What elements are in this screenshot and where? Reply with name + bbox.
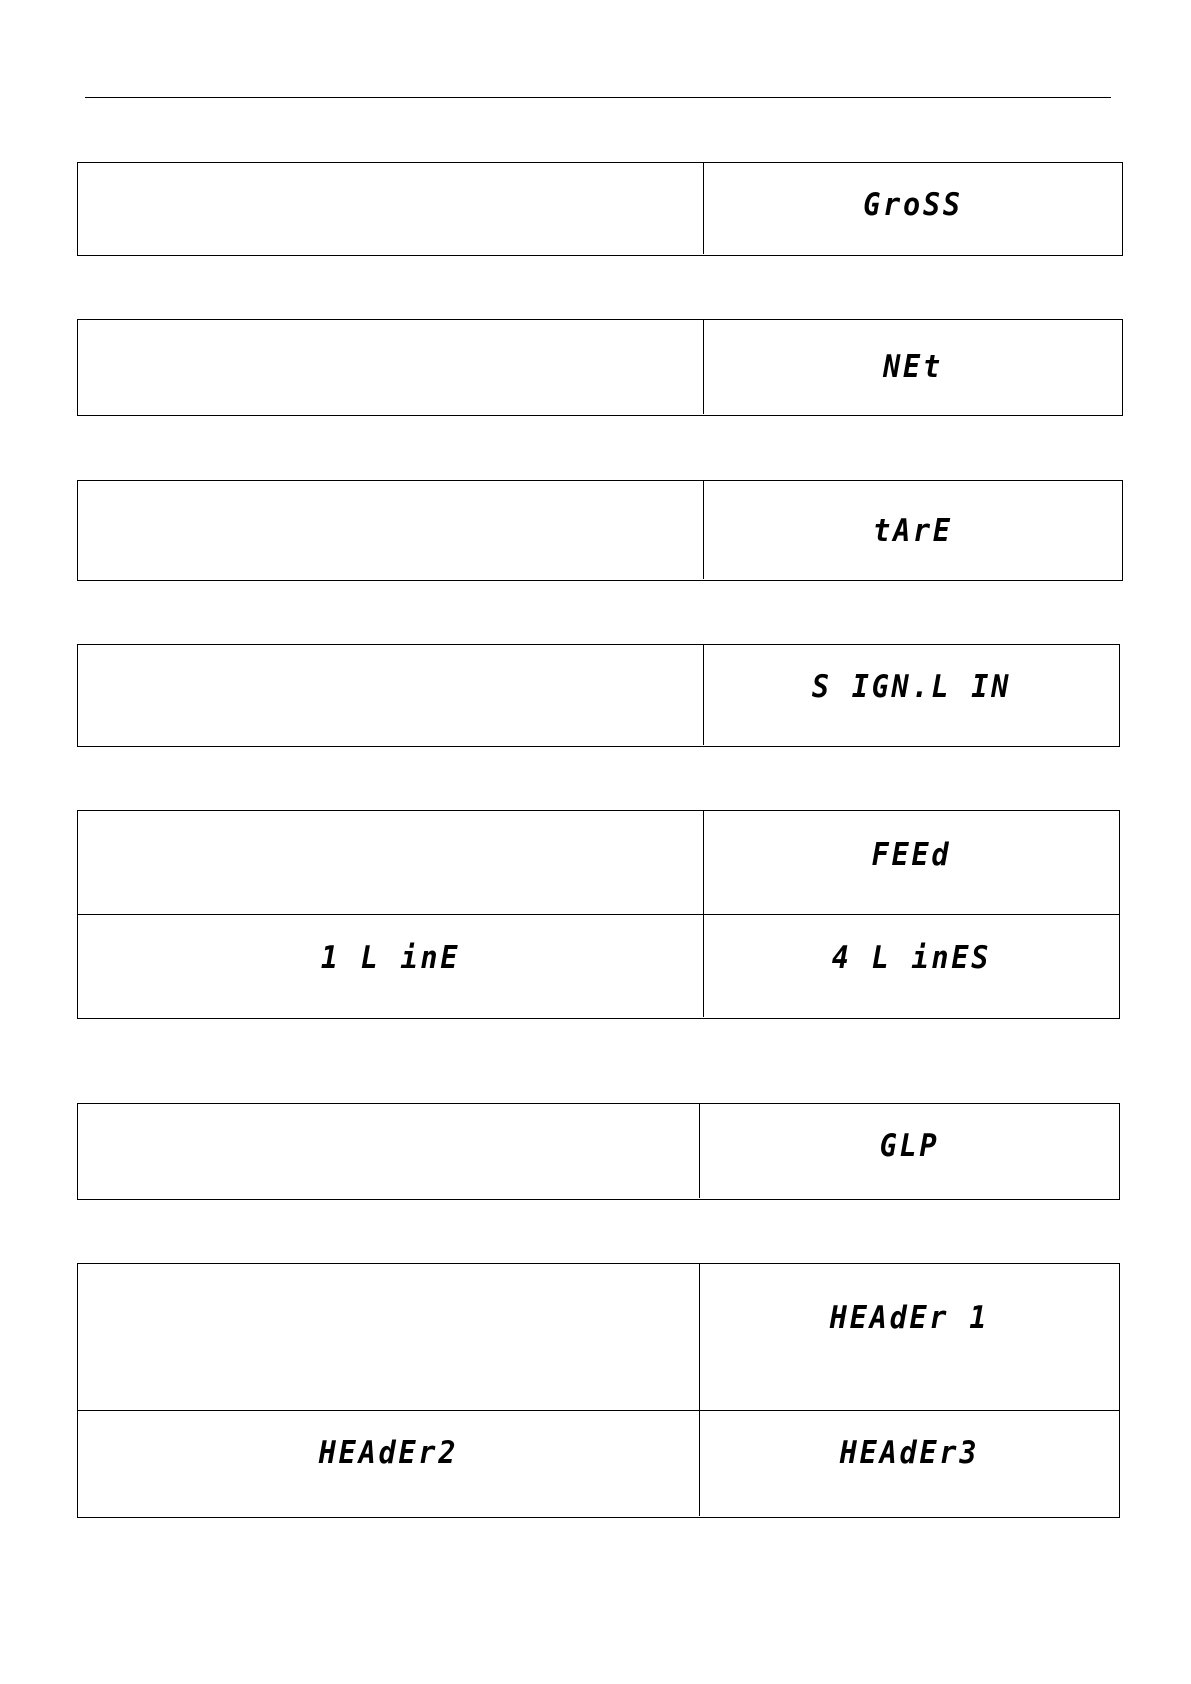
description-cell — [78, 645, 703, 745]
table-row — [78, 914, 1119, 1017]
table-glp — [77, 1103, 1120, 1200]
table-header — [77, 1263, 1120, 1518]
display-cell — [699, 1264, 1119, 1410]
display-cell — [703, 481, 1122, 579]
option-cell — [703, 915, 1119, 1017]
display-text: 1 L inE — [320, 940, 461, 976]
display-text: 4 L inES — [831, 940, 992, 976]
table-net — [77, 319, 1123, 416]
table-gross — [77, 162, 1123, 256]
display-text: GLP — [879, 1128, 940, 1164]
header-rule — [85, 97, 1111, 98]
description-cell — [78, 163, 703, 254]
table-row — [78, 481, 1122, 579]
display-cell — [703, 645, 1119, 745]
table-row — [78, 163, 1122, 254]
option-cell — [699, 1411, 1119, 1516]
display-cell — [699, 1104, 1119, 1198]
table-row — [78, 1410, 1119, 1516]
table-row — [78, 811, 1119, 914]
table-row — [78, 1104, 1119, 1198]
description-cell — [78, 1104, 699, 1198]
display-text: tArE — [873, 513, 953, 549]
display-text: HEAdEr2 — [318, 1435, 459, 1471]
table-feed — [77, 810, 1120, 1019]
display-text: HEAdEr3 — [839, 1435, 980, 1471]
description-cell — [78, 320, 703, 414]
table-sign-lin — [77, 644, 1120, 747]
display-text: HEAdEr 1 — [829, 1300, 990, 1336]
description-cell — [78, 1264, 699, 1410]
display-text: GroSS — [863, 187, 963, 223]
option-cell — [78, 915, 703, 1017]
table-tare — [77, 480, 1123, 581]
option-cell — [78, 1411, 699, 1516]
table-row — [78, 320, 1122, 414]
display-cell — [703, 320, 1122, 414]
display-text: S IGN.L IN — [811, 669, 1012, 705]
display-cell — [703, 163, 1122, 254]
table-row — [78, 645, 1119, 745]
description-cell — [78, 811, 703, 914]
display-cell — [703, 811, 1119, 914]
table-row — [78, 1264, 1119, 1410]
description-cell — [78, 481, 703, 579]
display-text: NEt — [883, 349, 943, 385]
display-text: FEEd — [871, 837, 952, 873]
